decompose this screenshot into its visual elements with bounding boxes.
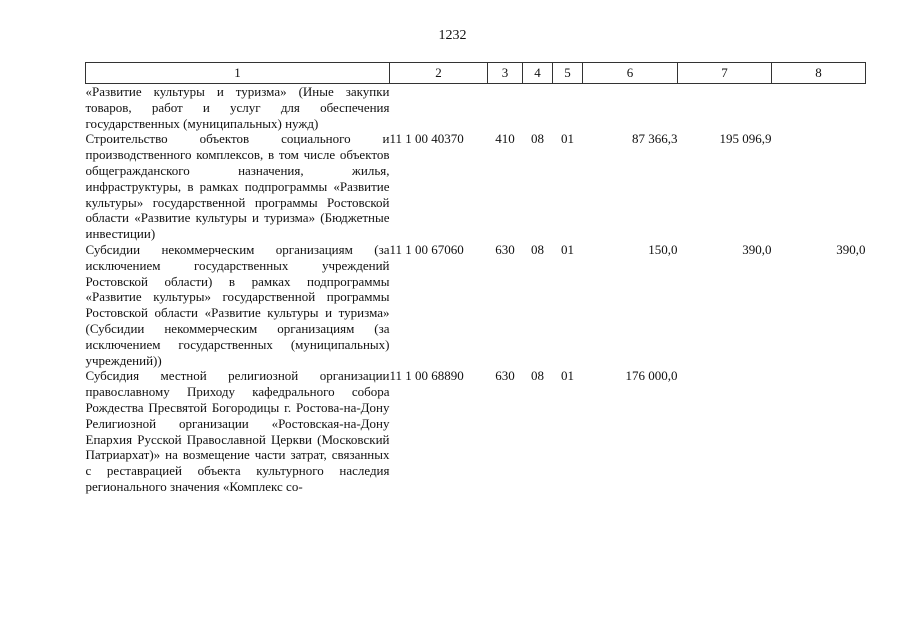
row-code	[390, 84, 488, 132]
page-number: 1232	[438, 28, 467, 43]
header-cell: 3	[488, 63, 523, 84]
row-sum-1	[583, 84, 678, 132]
row-rz: 08	[531, 131, 544, 147]
table-row	[86, 131, 866, 242]
row-vr	[488, 84, 523, 132]
row-pr: 01	[561, 368, 574, 384]
header-cell: 2	[390, 63, 488, 84]
row-sum-2	[678, 368, 772, 494]
row-code: 11 1 00 40370	[389, 131, 464, 147]
row-description: «Развитие культуры и туризма» (Иные закупки товаров, работ и услуг для обеспечения государственных (муниципальных) нужд)	[85, 84, 390, 131]
table-row	[86, 368, 866, 494]
header-cell: 5	[553, 63, 583, 84]
row-code: 11 1 00 67060	[389, 241, 464, 257]
row-rz	[523, 84, 553, 132]
header-row	[86, 63, 866, 84]
row-description: Субсидии некоммерческим организациям (за исключением государственных учреждений Ростовской области) в рамках подпрограммы «Развитие культуры» государственной программы Ростовской области «Развитие культуры и туризма» (Субсидии некоммерческим организациям (за исключением государственных (муниципальных) учреждений))	[85, 241, 390, 368]
row-sum-3	[772, 84, 866, 132]
row-description: Субсидия местной религиозной организации православному Приходу кафедрального собора Рождества Пресвятой Богородицы г. Ростова-на-Дону Религиозной организации «Ростовская-на-Дону Епархия Русской Православной Церкви (Московский Патриархат)» на возмещение части затрат, связанных с реставрацией объекта культурного наследия регионального значения «Комплекс со-	[85, 368, 390, 494]
header-cell: 4	[523, 63, 553, 84]
budget-table	[85, 62, 866, 495]
row-pr: 01	[561, 241, 574, 257]
row-pr: 01	[561, 131, 574, 147]
row-sum-1: 87 366,3	[632, 131, 678, 147]
header-cell: 1	[86, 63, 390, 84]
row-sum-1: 150,0	[648, 241, 678, 257]
header-cell: 6	[583, 63, 678, 84]
row-rz: 08	[531, 368, 544, 384]
row-sum-2	[678, 84, 772, 132]
row-description: Строительство объектов социального и производственного комплексов, в том числе объектов общегражданского назначения, жилья, инфраструктуры, в рамках подпрограммы «Развитие культуры» государственной программы Ростовской области «Развитие культуры и туризма» (Бюджетные инвестиции)	[85, 131, 390, 242]
row-sum-2: 195 096,9	[719, 131, 772, 147]
row-sum-1: 176 000,0	[625, 368, 678, 384]
row-code: 11 1 00 68890	[389, 368, 464, 384]
row-vr: 630	[495, 368, 515, 384]
table-row	[86, 84, 866, 132]
row-sum-3: 390,0	[836, 241, 866, 257]
table-row	[86, 242, 866, 368]
row-sum-2: 390,0	[742, 241, 772, 257]
row-sum-3	[772, 368, 866, 494]
header-cell: 7	[678, 63, 772, 84]
row-vr: 630	[495, 241, 515, 257]
row-sum-3	[772, 131, 866, 242]
header-cell: 8	[772, 63, 866, 84]
row-rz: 08	[531, 241, 544, 257]
row-pr	[553, 84, 583, 132]
row-vr: 410	[495, 131, 515, 147]
